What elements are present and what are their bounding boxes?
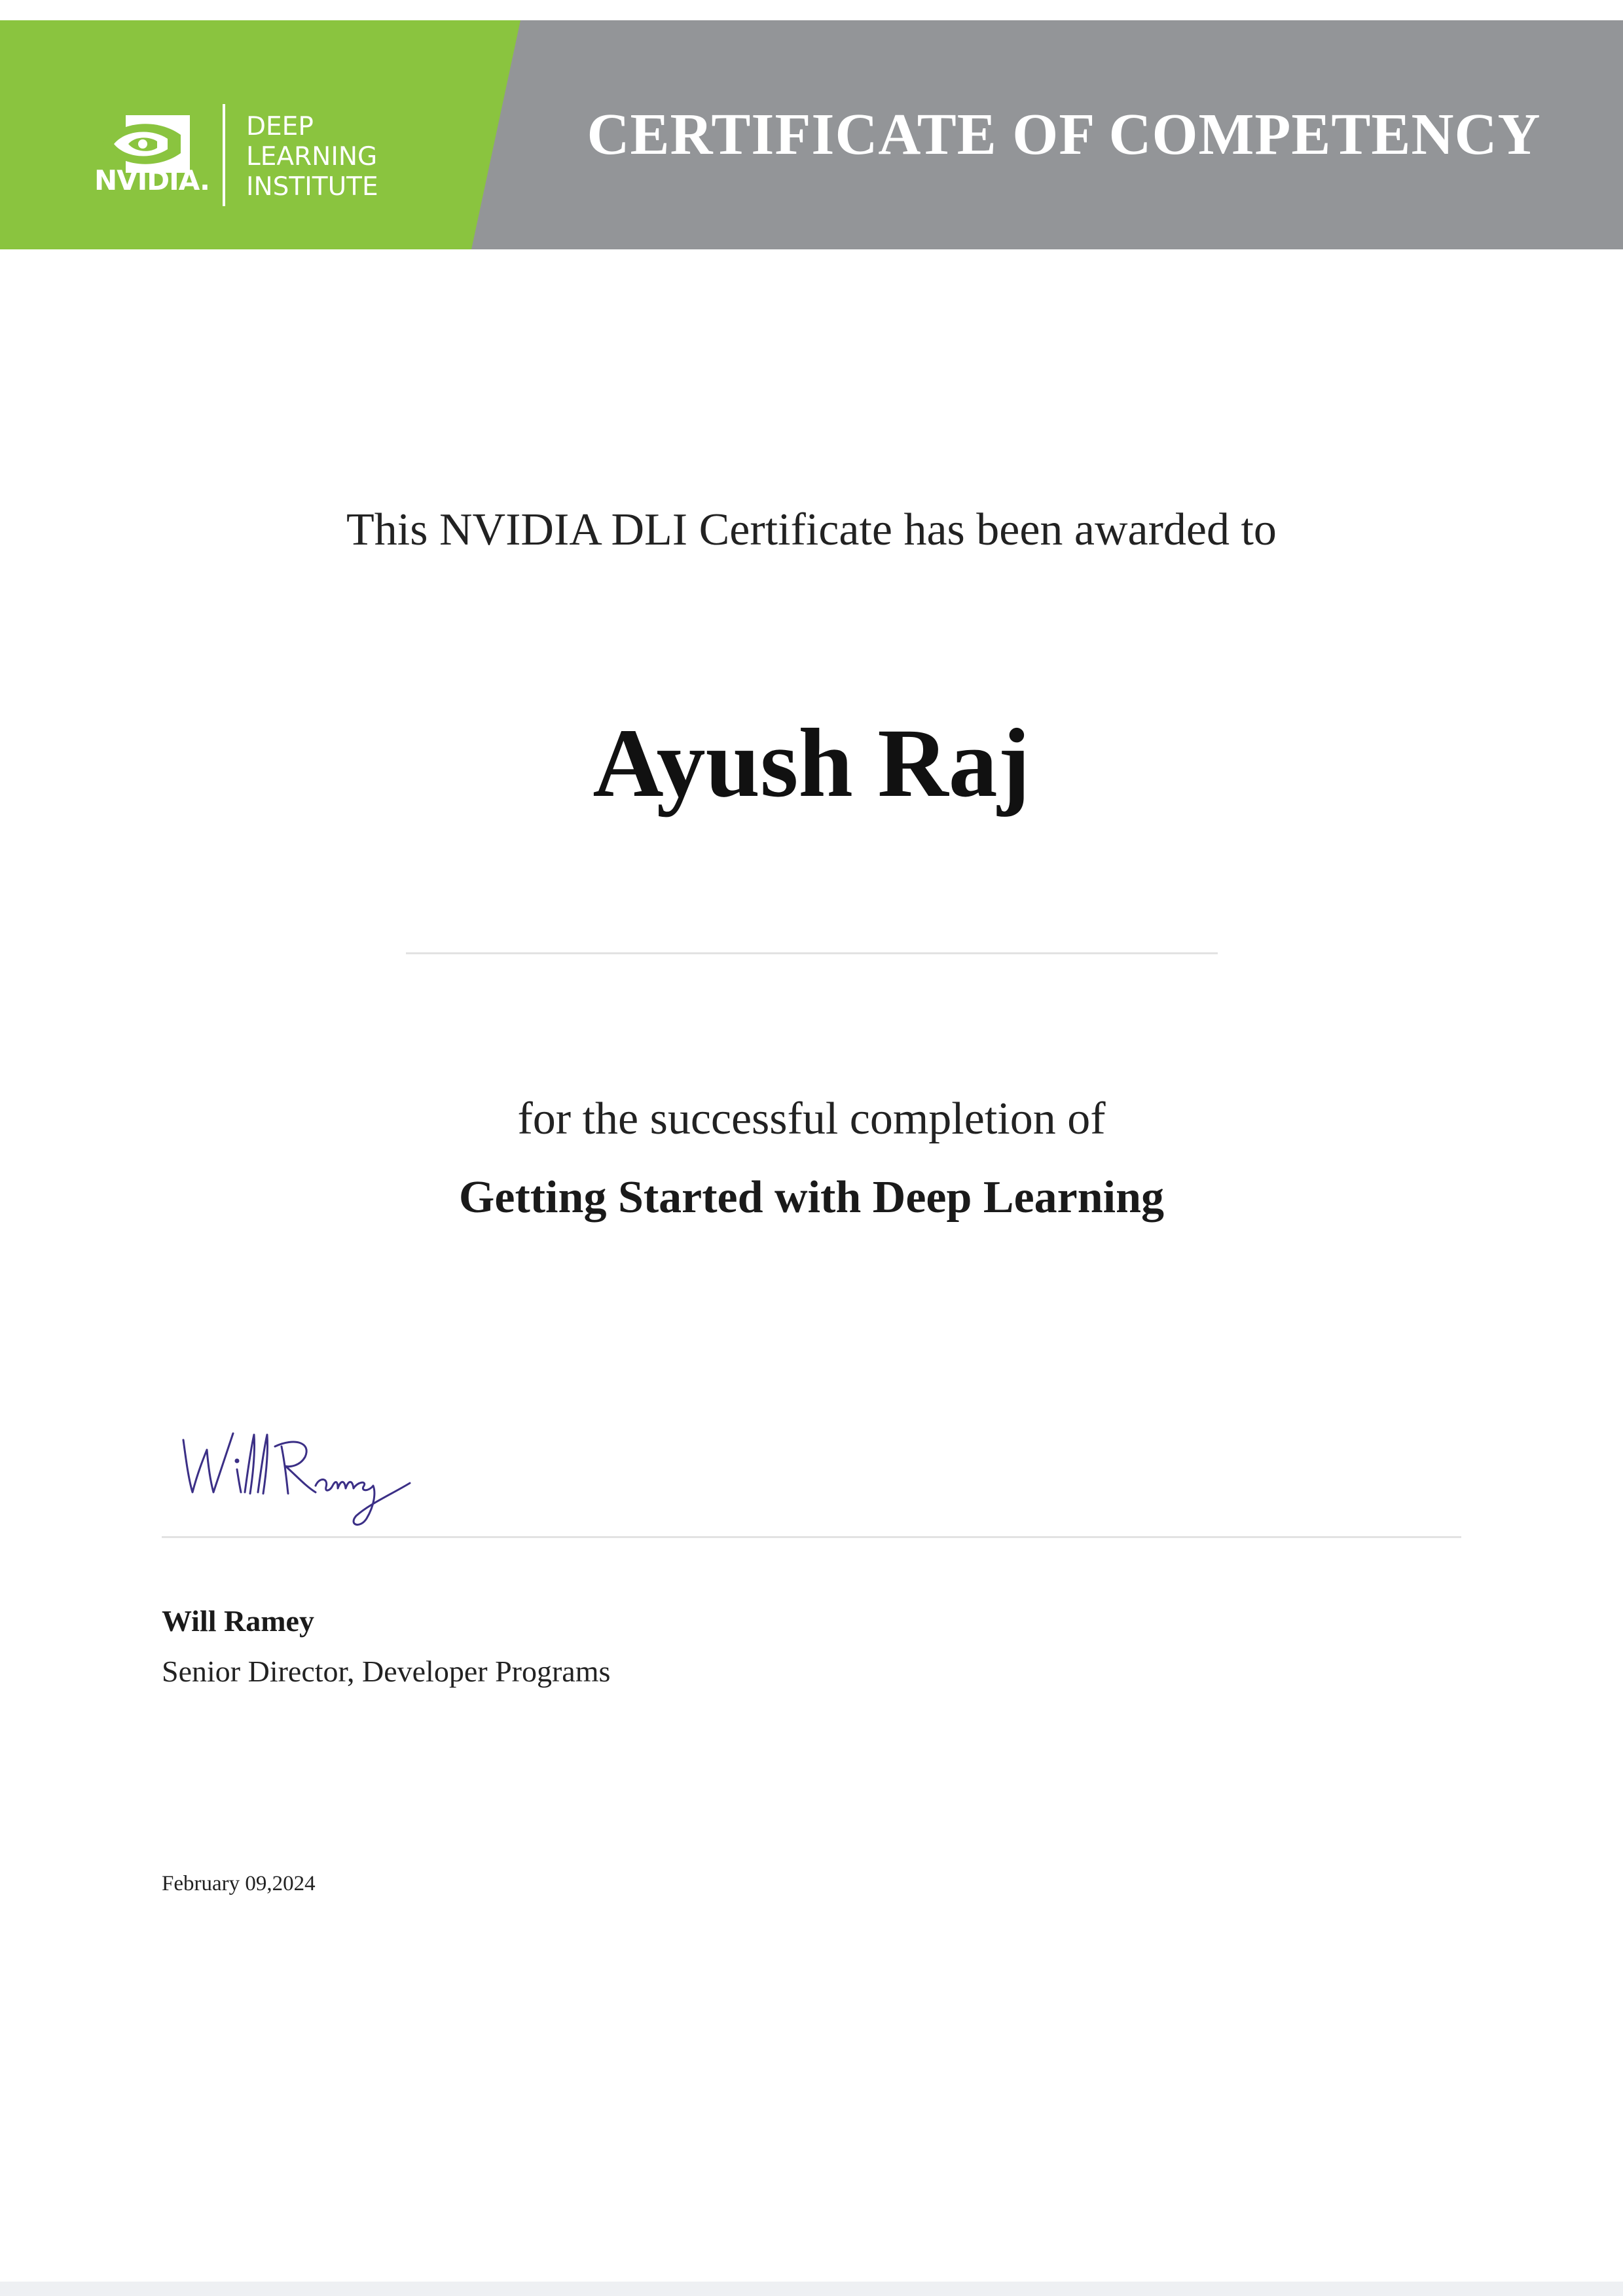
nvidia-dli-logo [92,86,393,210]
recipient-name: Ayush Raj [593,709,1030,817]
signer-name: Will Ramey [162,1604,314,1638]
name-divider [406,952,1218,954]
institute-line: INSTITUTE [246,172,378,202]
awarded-statement: This NVIDIA DLI Certificate has been awarded to [346,505,1277,555]
completion-statement: for the successful completion of [517,1094,1106,1144]
course-title: Getting Started with Deep Learning [458,1172,1165,1223]
certificate-header [0,20,1623,249]
signer-title: Senior Director, Developer Programs [162,1655,611,1688]
institute-line: DEEP [246,112,314,141]
signature-line [162,1536,1461,1538]
certificate-title: CERTIFICATE OF COMPETENCY [587,102,1541,167]
page-bottom-edge [0,2282,1623,2296]
logo-divider [223,104,225,206]
handwritten-signature [177,1420,412,1532]
nvidia-wordmark: NVIDIA. [94,164,210,196]
institute-name [246,112,378,202]
institute-line: LEARNING [246,142,378,171]
issue-date: February 09,2024 [162,1872,316,1895]
